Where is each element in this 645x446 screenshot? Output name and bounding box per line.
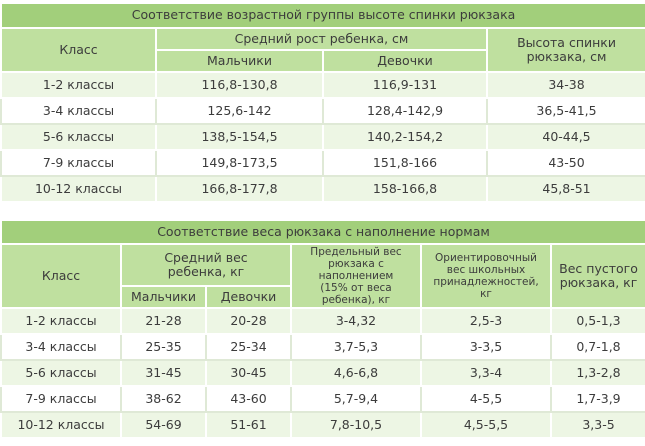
cell-girls: 140,2-154,2	[323, 124, 487, 150]
cell-girls: 43-60	[206, 386, 291, 412]
table2-header-boys: Мальчики	[121, 286, 206, 308]
cell-boys: 125,6-142	[156, 98, 323, 124]
cell-empty: 3,3-5	[551, 412, 645, 438]
cell-boys: 116,8-130,8	[156, 72, 323, 98]
cell-back: 34-38	[487, 72, 645, 98]
cell-class: 1-2 классы	[1, 308, 121, 334]
cell-girls: 128,4-142,9	[323, 98, 487, 124]
cell-items: 4,5-5,5	[421, 412, 551, 438]
table2-header-school-items: Ориентировочный вес школьных принадлежностей, кг	[421, 244, 551, 308]
table-row	[1, 72, 645, 98]
cell-girls: 158-166,8	[323, 176, 487, 202]
cell-max: 4,6-6,8	[291, 360, 421, 386]
cell-max: 7,8-10,5	[291, 412, 421, 438]
cell-class: 7-9 классы	[1, 150, 156, 176]
table2-header-empty-weight: Вес пустого рюкзака, кг	[551, 244, 645, 308]
table-row	[1, 176, 645, 202]
cell-boys: 149,8-173,5	[156, 150, 323, 176]
cell-boys: 166,8-177,8	[156, 176, 323, 202]
cell-class: 5-6 классы	[1, 124, 156, 150]
cell-items: 3-3,5	[421, 334, 551, 360]
table-row	[1, 150, 645, 176]
backpack-height-table	[0, 2, 645, 203]
cell-max: 3,7-5,3	[291, 334, 421, 360]
cell-class: 3-4 классы	[1, 98, 156, 124]
cell-boys: 31-45	[121, 360, 206, 386]
cell-items: 3,3-4	[421, 360, 551, 386]
table2-header-avg-weight: Средний вес ребенка, кг	[121, 244, 291, 286]
table-row	[1, 412, 645, 438]
cell-boys: 21-28	[121, 308, 206, 334]
table-row	[1, 334, 645, 360]
cell-back: 43-50	[487, 150, 645, 176]
cell-boys: 25-35	[121, 334, 206, 360]
table2-header-class: Класс	[1, 244, 121, 308]
table1-title: Соответствие возрастной группы высоте спинки рюкзака	[1, 3, 645, 28]
cell-class: 10-12 классы	[1, 412, 121, 438]
cell-max: 3-4,32	[291, 308, 421, 334]
cell-class: 10-12 классы	[1, 176, 156, 202]
table1-header-boys: Мальчики	[156, 50, 323, 72]
table1-header-avg-height: Средний рост ребенка, см	[156, 28, 487, 50]
cell-girls: 51-61	[206, 412, 291, 438]
cell-max: 5,7-9,4	[291, 386, 421, 412]
cell-empty: 1,7-3,9	[551, 386, 645, 412]
table-row	[1, 360, 645, 386]
table1-header-back-height: Высота спинки рюкзака, см	[487, 28, 645, 72]
cell-back: 40-44,5	[487, 124, 645, 150]
table-row	[1, 308, 645, 334]
backpack-weight-table	[0, 219, 645, 439]
table1-header-girls: Девочки	[323, 50, 487, 72]
cell-class: 7-9 классы	[1, 386, 121, 412]
cell-girls: 20-28	[206, 308, 291, 334]
cell-empty: 1,3-2,8	[551, 360, 645, 386]
table1-header-class: Класс	[1, 28, 156, 72]
cell-items: 2,5-3	[421, 308, 551, 334]
cell-girls: 30-45	[206, 360, 291, 386]
table-row	[1, 98, 645, 124]
cell-boys: 38-62	[121, 386, 206, 412]
cell-back: 45,8-51	[487, 176, 645, 202]
cell-items: 4-5,5	[421, 386, 551, 412]
cell-class: 5-6 классы	[1, 360, 121, 386]
cell-girls: 25-34	[206, 334, 291, 360]
cell-boys: 54-69	[121, 412, 206, 438]
table2-title: Соответствие веса рюкзака с наполнение нормам	[1, 220, 645, 244]
cell-back: 36,5-41,5	[487, 98, 645, 124]
cell-empty: 0,5-1,3	[551, 308, 645, 334]
table2-header-max-weight: Предельный вес рюкзака с наполнением (15% от веса ребенка), кг	[291, 244, 421, 308]
table-row	[1, 386, 645, 412]
cell-girls: 151,8-166	[323, 150, 487, 176]
cell-empty: 0,7-1,8	[551, 334, 645, 360]
table2-header-girls: Девочки	[206, 286, 291, 308]
cell-girls: 116,9-131	[323, 72, 487, 98]
cell-class: 1-2 классы	[1, 72, 156, 98]
cell-class: 3-4 классы	[1, 334, 121, 360]
cell-boys: 138,5-154,5	[156, 124, 323, 150]
table-row	[1, 124, 645, 150]
